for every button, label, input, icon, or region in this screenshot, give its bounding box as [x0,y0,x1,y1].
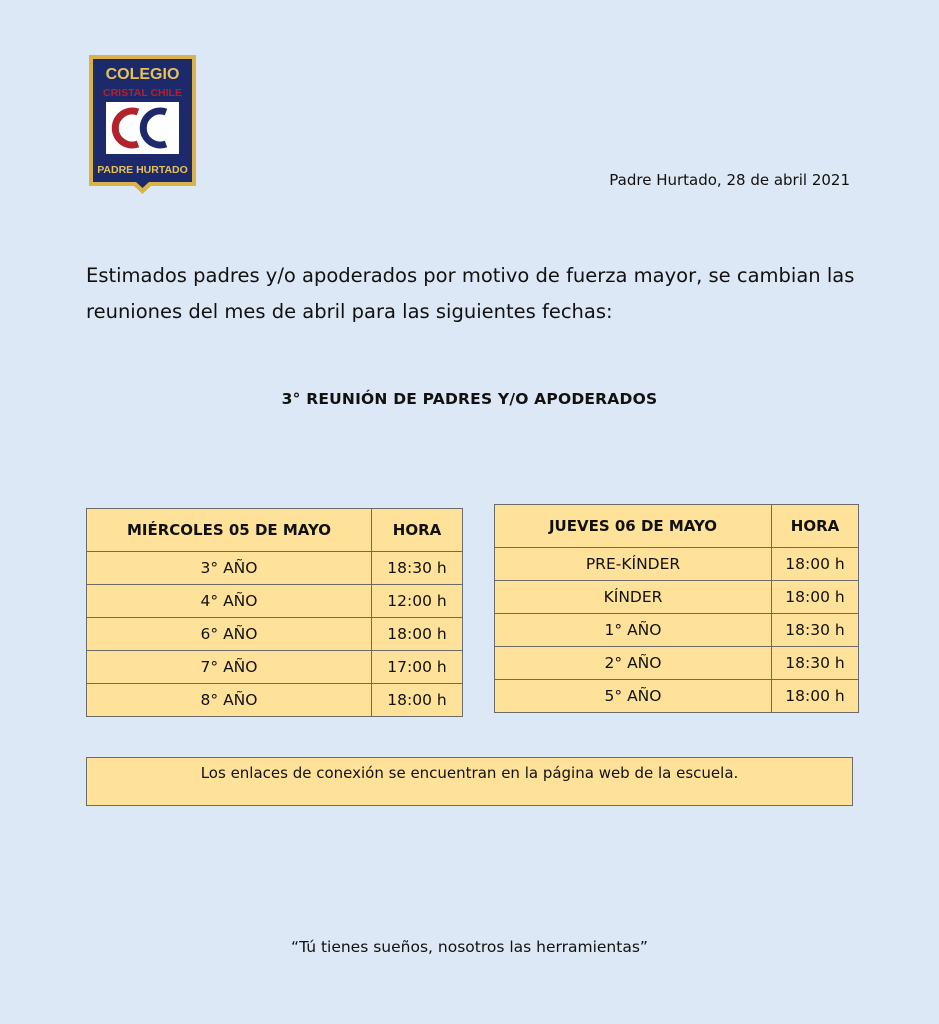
time-cell: 18:30 h [772,614,859,647]
time-cell: 18:00 h [772,680,859,713]
table-row [87,552,463,585]
connection-links-note: Los enlaces de conexión se encuentran en la página web de la escuela. [86,757,853,806]
logo-text-cristal-chile: CRISTAL CHILE [103,87,182,99]
logo-text-padre-hurtado: PADRE HURTADO [97,164,188,176]
time-cell: 12:00 h [372,585,463,618]
time-cell: 18:30 h [372,552,463,585]
table-header-row [495,505,859,548]
date-line: Padre Hurtado, 28 de abril 2021 [609,171,850,189]
grade-cell: PRE-KÍNDER [495,548,772,581]
table-header-day: MIÉRCOLES 05 DE MAYO [87,509,372,552]
time-cell: 18:00 h [772,548,859,581]
table-row [87,618,463,651]
school-crest-logo [86,52,199,196]
time-cell: 18:00 h [372,618,463,651]
grade-cell: 8° AÑO [87,684,372,717]
thursday-schedule-table [494,504,859,713]
grade-cell: 6° AÑO [87,618,372,651]
time-cell: 18:00 h [372,684,463,717]
table-header-row [87,509,463,552]
table-row [495,647,859,680]
grade-cell: 7° AÑO [87,651,372,684]
time-cell: 18:30 h [772,647,859,680]
grade-cell: 4° AÑO [87,585,372,618]
table-row [495,548,859,581]
table-row [87,651,463,684]
grade-cell: 2° AÑO [495,647,772,680]
intro-paragraph: Estimados padres y/o apoderados por motivo de fuerza mayor, se cambian las reuniones del mes de abril para las siguientes fechas: [86,264,855,323]
table-row [87,684,463,717]
table-header-hour: HORA [372,509,463,552]
time-cell: 17:00 h [372,651,463,684]
table-row [495,581,859,614]
table-header-day: JUEVES 06 DE MAYO [495,505,772,548]
table-header-hour: HORA [772,505,859,548]
grade-cell: KÍNDER [495,581,772,614]
time-cell: 18:00 h [772,581,859,614]
grade-cell: 1° AÑO [495,614,772,647]
table-row [495,680,859,713]
table-row [87,585,463,618]
table-row [495,614,859,647]
logo-text-colegio: COLEGIO [105,66,180,83]
grade-cell: 5° AÑO [495,680,772,713]
wednesday-schedule-table [86,508,463,717]
grade-cell: 3° AÑO [87,552,372,585]
meeting-heading: 3° REUNIÓN DE PADRES Y/O APODERADOS [281,390,658,408]
school-motto: “Tú tienes sueños, nosotros las herramientas” [291,938,648,956]
